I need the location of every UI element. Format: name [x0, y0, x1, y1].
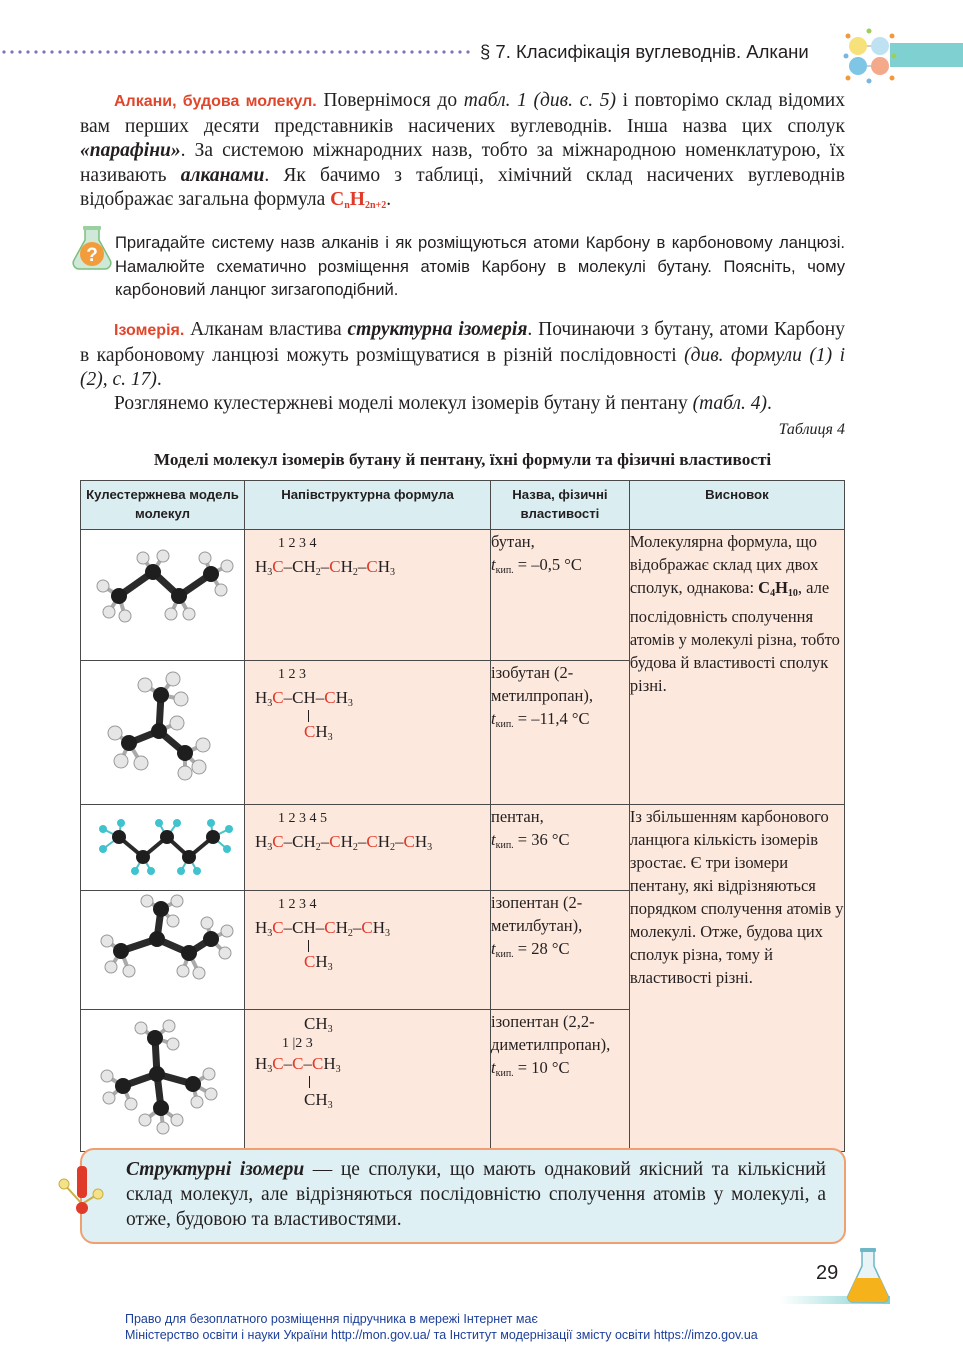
- models-paragraph: [80, 392, 845, 417]
- question-flask-icon: [70, 225, 114, 273]
- page-number: 29: [816, 1262, 839, 1284]
- table-title: Моделі молекул ізомерів бутану й пентану, їхні формули та фізичні властивості: [153, 450, 772, 469]
- isopentane-model-image: [81, 891, 245, 1010]
- term-alkanes: алканами: [180, 164, 265, 186]
- conclusion-pentane: Із збільшенням карбонового ланцюга кількість ізомерів зростає. Є три ізомери пентану, які відрізняються порядком сполучення атомів у молекулі. Отже, будова цих сполук різна, тому й властивості різні.: [629, 805, 844, 1152]
- general-formula: $C_nH_{2n+2}$: [330, 189, 387, 212]
- term-structural-isomers: Структурні ізомери: [126, 1159, 305, 1180]
- text: Розглянемо кулестержневі моделі молекул ізомерів бутану й пентану: [114, 393, 693, 414]
- text: і повторімо склад відомих вам перших десяти представників насичених вуглеводнів. Інша назва цих сполук: [80, 90, 845, 137]
- neopentane-formula: $CH_3$ 1 |2 3 $H_3C-C-CH_3$ $CH_3$: [245, 1010, 491, 1152]
- table-reference: табл. 1 (див. с. 5): [463, 90, 616, 111]
- footer-line-2: Міністерство освіти і науки України http://mon.gov.ua/ та Інститут модернізації змісту освіти https://imzo.gov.ua: [125, 1328, 758, 1342]
- page-header-title: § 7. Класифікація вуглеводнів. Алкани: [480, 41, 809, 62]
- text: Алканам властива: [184, 319, 348, 340]
- molecule-decoration-icon: [842, 28, 898, 84]
- carbon-numbering: 1 |2 3: [282, 1036, 313, 1051]
- alkanes-paragraph: [80, 89, 845, 219]
- col-header-formula: Напівструктурна формула: [245, 481, 491, 530]
- footer-line-1: Право для безоплатного розміщення підручника в мережі Інтернет має: [125, 1312, 538, 1326]
- col-header-conclusion: Висновок: [629, 481, 844, 530]
- term-paraffins: «парафіни»: [80, 140, 181, 162]
- svg-text:?: ?: [86, 245, 98, 266]
- text: . Як бачимо з таблиці, хімічний склад насичених вуглеводнів відображає загальна формула: [80, 164, 845, 211]
- carbon-numbering: 1 2 3: [278, 667, 306, 682]
- butane-model-image: [81, 530, 245, 661]
- text: . За системою міжнародних назв, тобто за міжнародною номенклатурою, їх називають: [80, 140, 845, 186]
- pentane-model-image: [81, 805, 245, 891]
- isomerism-paragraph: [80, 318, 845, 393]
- table-row: [81, 530, 845, 661]
- flask-icon: [846, 1248, 890, 1304]
- butane-name: бутан, $t_{кип.} = -0,5$ °С: [491, 530, 630, 661]
- header-accent-bar: [890, 43, 963, 67]
- term-structural-isomerism: структурна ізомерія: [347, 319, 528, 340]
- isopentane-name: ізопентан (2-метилбутан), $t_{кип.} = 28$ °С: [491, 891, 630, 1010]
- col-header-name: Назва, фізичні властивості: [491, 481, 630, 530]
- header-dotted-line: [0, 50, 470, 54]
- isobutane-name: ізобутан (2-метилпропан), $t_{кип.} = -11,4$ °С: [491, 661, 630, 805]
- pentane-name: пентан, $t_{кип.} = 36$ °С: [491, 805, 630, 891]
- neopentane-model-image: [81, 1010, 245, 1152]
- footer: [125, 1311, 758, 1343]
- carbon-numbering: 1 2 3 4 5: [278, 811, 327, 826]
- formula-reference: (див. формули (1) і (2), с. 17): [80, 344, 845, 391]
- table-header-row: [81, 481, 845, 530]
- neopentane-name: ізопентан (2,2-диметилпропан), $t_{кип.} = 10$ °С: [491, 1010, 630, 1152]
- text: Повернімося до: [316, 90, 464, 111]
- text: . Починаючи з бутану, атоми Карбону в карбоновому ланцюзі можуть розміщуватися в різній послідовності: [80, 319, 845, 366]
- exclamation-icon: [56, 1164, 112, 1220]
- table-row: [81, 805, 845, 891]
- butane-formula: 1 2 3 4 $H_3C-CH_2-CH_2-CH_3$: [245, 530, 491, 661]
- table-reference: (табл. 4): [692, 393, 767, 414]
- isobutane-formula: 1 2 3 $H_3C-CH-CH_3$ $CH_3$: [245, 661, 491, 805]
- pentane-formula: 1 2 3 4 5 $H_3C-CH_2-CH_2-CH_2-CH_3$: [245, 805, 491, 891]
- carbon-numbering: 1 2 3 4: [278, 897, 317, 912]
- text: .: [386, 189, 392, 211]
- isobutane-model-image: [81, 661, 245, 805]
- col-header-model: Кулестержнева модель молекул: [81, 481, 245, 530]
- section-heading-alkanes: Алкани, будова молекул.: [114, 93, 317, 110]
- table-caption: Таблиця 4: [778, 421, 845, 438]
- text: .: [766, 393, 772, 414]
- isopentane-formula: 1 2 3 4 $H_3C-CH-CH_2-CH_3$ $CH_3$: [245, 891, 491, 1010]
- isomers-table: [80, 480, 845, 1152]
- section-heading-isomerism: Ізомерія.: [114, 322, 185, 339]
- carbon-numbering: 1 2 3 4: [278, 536, 317, 551]
- conclusion-butane: Молекулярна формула, що відображає склад цих двох сполук, однакова: $C_4H_{10}$, але послідовність сполучення атомів у молекулі різна, тобто будова й властивості сполук різні.: [629, 530, 844, 805]
- definition-text: Структурні ізомери — це сполуки, що мають однаковий якісний та кількісний склад молекул, але відрізняються послідовністю сполучення атомів у молекулі, а отже, будовою та властивостями.: [126, 1159, 826, 1230]
- text: .: [156, 369, 162, 391]
- question-text: Пригадайте систему назв алканів і як розміщуються атоми Карбону в карбоновому ланцюзі. Намалюйте схематично розміщення атомів Карбону в молекулі бутану. Поясніть, чому карбоновий ланцюг зигзагоподібний.: [115, 233, 845, 299]
